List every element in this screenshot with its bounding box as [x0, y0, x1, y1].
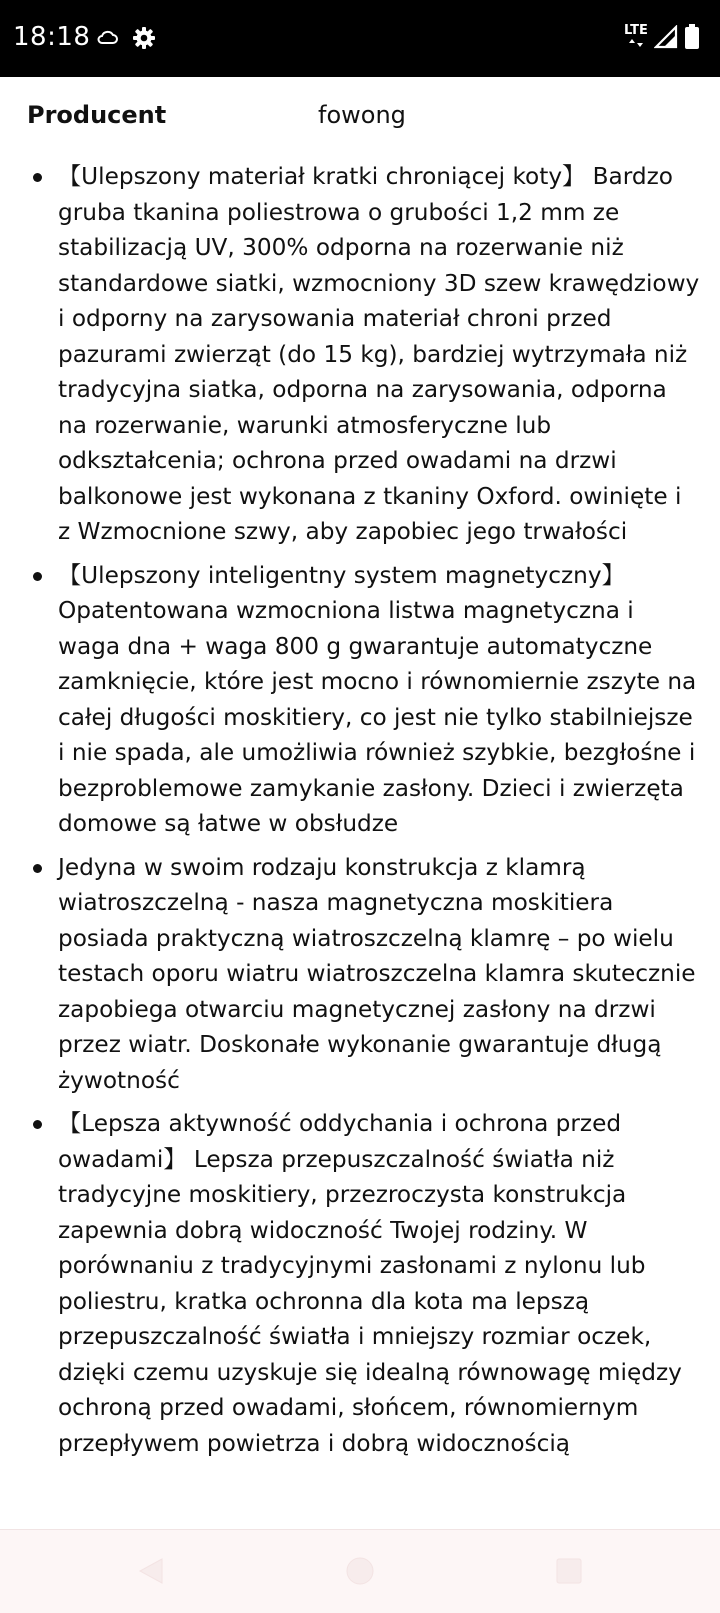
- feature-bullet: [0, 850, 720, 1099]
- signal-strength-icon: [654, 25, 678, 49]
- status-time: 18:18: [13, 22, 91, 52]
- bullet-dot-icon: [33, 173, 42, 182]
- spec-value: fowong: [318, 101, 406, 129]
- feature-bullet-text: 【Lepsza aktywność oddychania i ochrona przed owadami】 Lepsza przepuszczalność światła niż tradycyjne moskitiery, przezroczysta konstrukcja zapewnia dobrą widoczność Twojej rodziny. W porównaniu z tradycyjnymi zasłonami z nylonu lub poliestru, kratka ochronna dla kota ma lepszą przepuszczalność światła i mniejszy rozmiar oczek, dzięki czemu uzyskuje się idealną równowagę między ochroną przed owadami, słońcem, równomiernym przepływem powietrza i dobrą widocznością: [58, 1110, 682, 1457]
- spec-row-manufacturer: [27, 101, 707, 141]
- feature-bullet: [0, 159, 720, 550]
- settings-gear-icon: [132, 26, 156, 50]
- cloud-icon: [97, 27, 119, 47]
- spec-label: Producent: [27, 101, 167, 129]
- feature-bullet-text: Jedyna w swoim rodzaju konstrukcja z klamrą wiatroszczelną - nasza magnetyczna moskitiera posiada praktyczną wiatroszczelną klamrę – po wielu testach oporu wiatru wiatroszczelna klamra skutecznie zapobiega otwarciu magnetycznej zasłony na drzwi przez wiatr. Doskonałe wykonanie gwarantuje długą żywotność: [58, 853, 696, 1094]
- feature-bullet-text: 【Ulepszony inteligentny system magnetyczny】 Opatentowana wzmocniona listwa magnetyczna i waga dna + waga 800 g gwarantuje automatyczne zamknięcie, które jest mocno i równomiernie zszyte na całej długości moskitiery, co jest nie tylko stabilniejsze i nie spada, ale umożliwia również szybkie, bezgłośne i bezproblemowe zamykanie zasłony. Dzieci i zwierzęta domowe są łatwe w obsłudze: [58, 561, 697, 837]
- feature-bullet-list: [0, 159, 720, 1469]
- back-icon[interactable]: [136, 1556, 166, 1586]
- feature-bullet-text: 【Ulepszony materiał kratki chroniącej koty】 Bardzo gruba tkanina poliestrowa o grubości 1,2 mm ze stabilizacją UV, 300% odporna na rozerwanie niż standardowe siatki, wzmocniony 3D szew krawędziowy i odporny na zarysowania materiał chroni przed pazurami zwierząt (do 15 kg), bardziej wytrzymała niż tradycyjna siatka, odporna na zarysowania, odporna na rozerwanie, warunki atmosferyczne lub odkształcenia; ochrona przed owadami na drzwi balkonowe jest wykonana z tkaniny Oxford. owinięte i z Wzmocnione szwy, aby zapobiec jego trwałości: [58, 163, 700, 545]
- bullet-dot-icon: [33, 1120, 42, 1129]
- data-arrows-icon: [629, 39, 643, 47]
- bullet-dot-icon: [33, 864, 42, 873]
- recents-icon[interactable]: [554, 1556, 584, 1586]
- system-navigation-bar: [0, 1529, 720, 1613]
- product-details: [0, 77, 720, 1529]
- feature-bullet: [0, 1106, 720, 1461]
- status-bar: [0, 0, 720, 77]
- feature-bullet: [0, 558, 720, 842]
- home-icon[interactable]: [345, 1556, 375, 1586]
- lte-signal-icon: LTE: [624, 23, 648, 38]
- battery-icon: [684, 24, 700, 50]
- bullet-dot-icon: [33, 572, 42, 581]
